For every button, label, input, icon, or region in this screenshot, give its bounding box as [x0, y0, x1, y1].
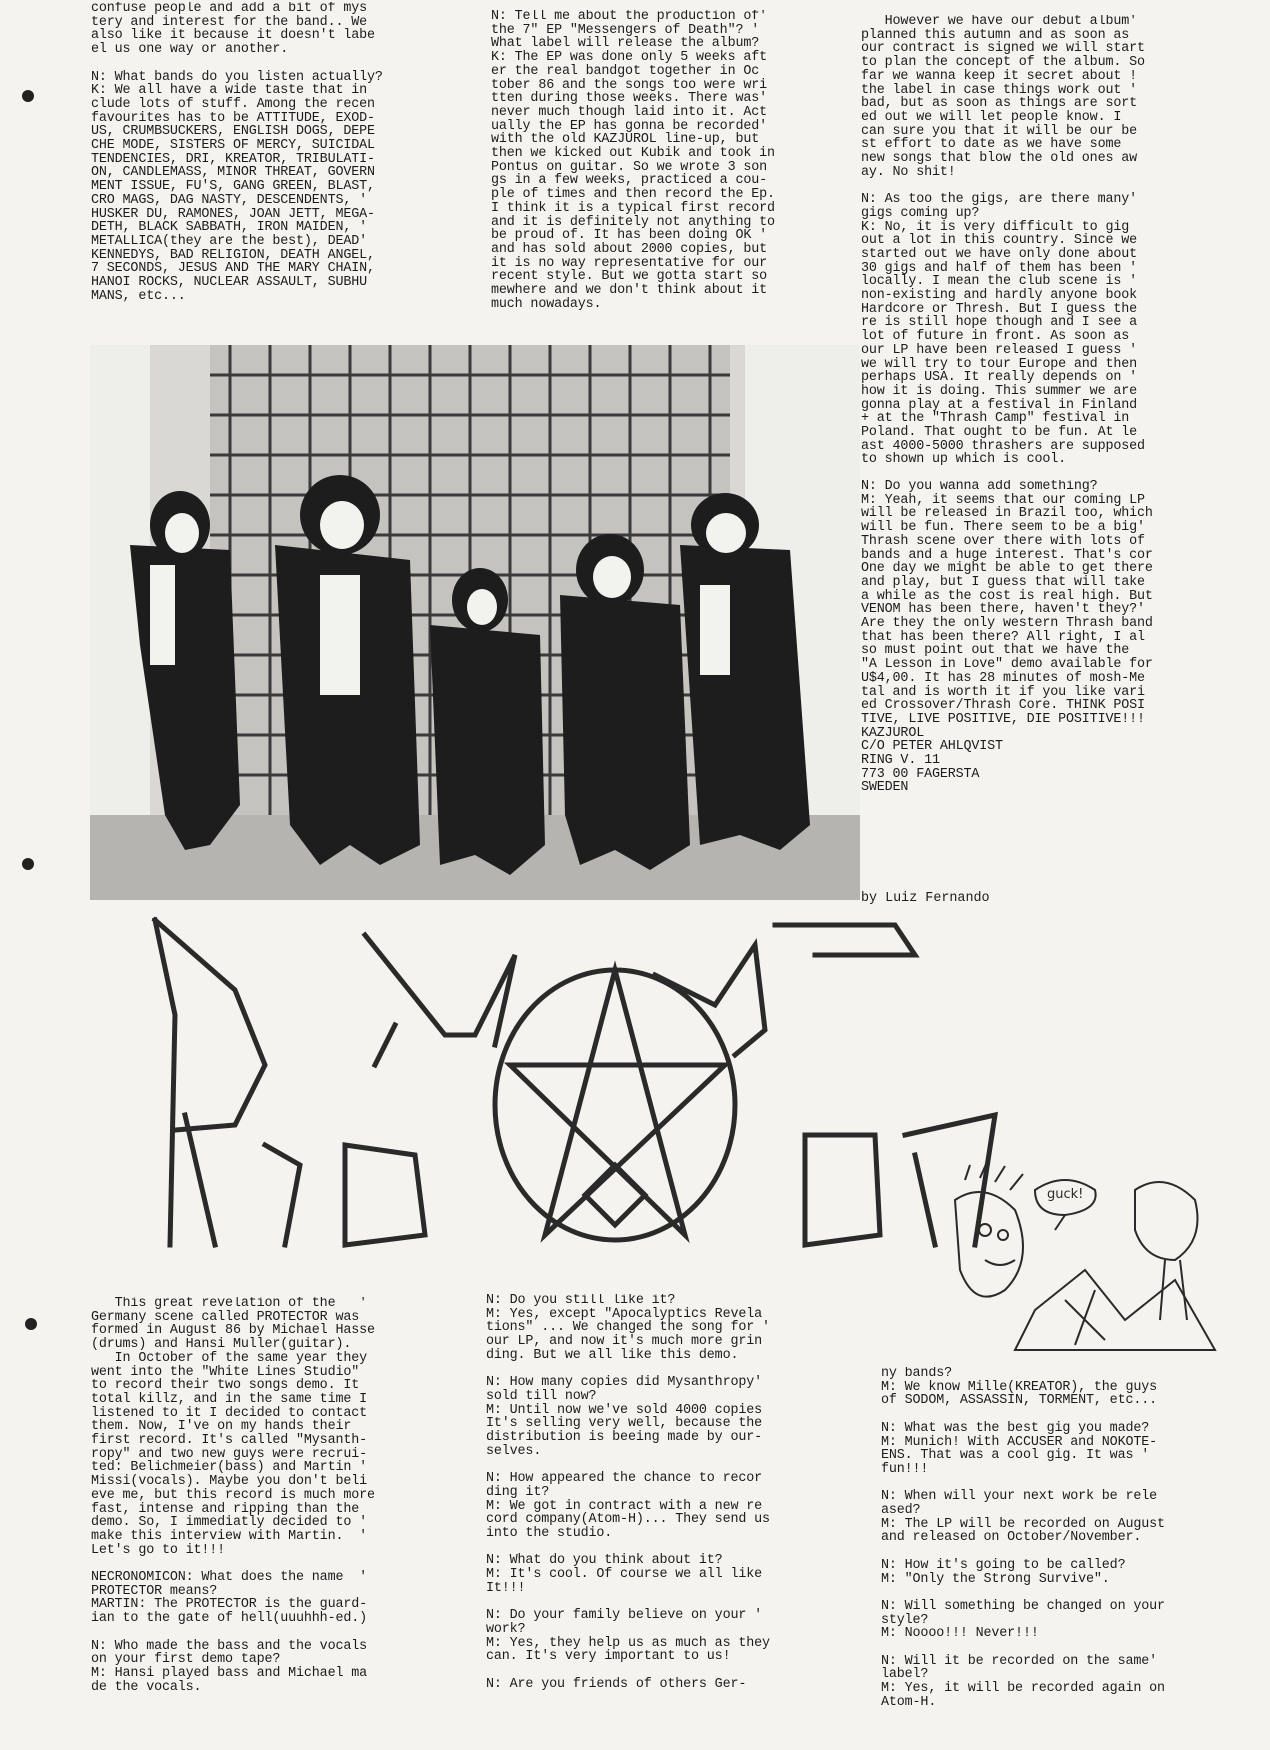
text-line: N: Will it be recorded on the same': [881, 1653, 1157, 1669]
text-line: N: How appeared the chance to recor: [486, 1471, 762, 1487]
text-line: M: It's cool. Of course we all like: [486, 1567, 762, 1583]
text-line: I think it is a typical first record: [491, 200, 775, 216]
text-line: demo. So, I immediatly decided to ': [91, 1515, 367, 1531]
text-line: TIVE, LIVE POSITIVE, DIE POSITIVE!!!: [861, 711, 1145, 727]
text-line: C/O PETER AHLQVIST: [861, 739, 1003, 755]
text-line: our LP have been released I guess ': [861, 342, 1137, 358]
text-line: M: The LP will be recorded on August: [881, 1516, 1165, 1532]
text-line: bad, but as soon as things are sort: [861, 96, 1137, 112]
text-line: er the real bandgot together in Oc: [491, 63, 760, 79]
text-line: N: What was the best gig you made?: [881, 1420, 1150, 1436]
text-line: clude lots of stuff. Among the recen: [91, 96, 375, 112]
text-line: label?: [881, 1667, 929, 1683]
text-line: (drums) and Hansi Muller(guitar).: [91, 1337, 352, 1353]
text-line: planned this autumn and as soon as: [861, 27, 1130, 43]
text-column-bottom-middle: [486, 1294, 831, 1691]
text-column-top-middle: [491, 10, 841, 311]
text-line: can. It's very important to us!: [486, 1649, 731, 1665]
cartoon-sketch: [925, 1160, 1230, 1360]
text-line: Thrash scene over there with lots of: [861, 533, 1145, 549]
text-line: [881, 1408, 1231, 1422]
text-column-top-right: [861, 15, 1211, 467]
protector-logo: [115, 915, 1035, 1255]
text-line: gigs coming up?: [861, 205, 980, 221]
text-line: to shown up which is cool.: [861, 452, 1067, 468]
text-line: M: We got in contract with a new re: [486, 1498, 762, 1514]
text-line: will be fun. There seem to be a big': [861, 520, 1145, 536]
text-line: [881, 1586, 1231, 1600]
text-line: N: Will something be changed on your: [881, 1598, 1165, 1614]
text-line: M: Yes, it will be recorded again on: [881, 1681, 1165, 1697]
text-line: our LP, and now it's much more grin: [486, 1334, 762, 1350]
punch-hole: [25, 1318, 37, 1330]
text-line: fast, intense and ripping than the: [91, 1501, 360, 1517]
text-line: [881, 1545, 1231, 1559]
text-line: non-existing and hardly anyone book: [861, 288, 1137, 304]
text-line: tions" ... We changed the song for ': [486, 1320, 770, 1336]
text-line: N: Tell me about the production of': [491, 10, 767, 24]
text-line: N: Who made the bass and the vocals: [91, 1638, 367, 1654]
text-line: N: How many copies did Mysanthropy': [486, 1375, 762, 1391]
text-column-bottom-left: [91, 1297, 436, 1694]
text-line: [486, 1458, 831, 1472]
text-line: a while as the cost is real high. But: [861, 588, 1153, 604]
text-line: how it is doing. This summer we are: [861, 383, 1137, 399]
text-line: One day we might be able to get there: [861, 561, 1153, 577]
text-line: tal and is worth it if you like vari: [861, 684, 1145, 700]
text-line: the label in case things work out ': [861, 82, 1137, 98]
text-line: 773 00 FAGERSTA: [861, 766, 980, 782]
text-line: N: What do you think about it?: [486, 1553, 723, 1569]
text-line: re is still hope though and I see a: [861, 315, 1137, 331]
text-line: 30 gigs and half of them has been ': [861, 260, 1137, 276]
text-line: N: What bands do you listen actually?: [91, 69, 383, 85]
text-line: What label will release the album?: [491, 36, 760, 52]
text-line: ed out we will let people know. I: [861, 109, 1122, 125]
text-line: This great revelation of the ': [91, 1297, 367, 1311]
text-line: never much though laid into it. Act: [491, 104, 767, 120]
text-line: In October of the same year they: [91, 1350, 367, 1366]
text-line: recent style. But we gotta start so: [491, 269, 767, 285]
text-line: into the studio.: [486, 1525, 613, 1541]
text-line: Germany scene called PROTECTOR was: [91, 1309, 360, 1325]
band-photo-illustration: [90, 345, 860, 900]
text-line: lot of future in front. As soon as: [861, 329, 1130, 345]
text-line: and play, but I guess that will take: [861, 574, 1145, 590]
text-line: we will try to tour Europe and then: [861, 356, 1137, 372]
text-line: much nowadays.: [491, 296, 602, 312]
text-line: far we wanna keep it secret about !: [861, 68, 1137, 84]
text-line: work?: [486, 1621, 526, 1637]
cartoon-drawing: [925, 1160, 1230, 1360]
text-column-top-left: [91, 2, 441, 303]
text-line: cord company(Atom-H)... They send us: [486, 1512, 770, 1528]
text-line: style?: [881, 1612, 929, 1628]
text-line: el us one way or another.: [91, 42, 289, 58]
text-line: confuse people and add a bit of mys: [91, 2, 367, 16]
text-line: distribution is beeing made by our-: [486, 1430, 762, 1446]
text-line: M: Yeah, it seems that our coming LP: [861, 492, 1145, 508]
text-line: ding it?: [486, 1484, 550, 1500]
text-line: [486, 1664, 831, 1678]
text-line: selves.: [486, 1443, 542, 1459]
text-line: with the old KAZJUROL line-up, but: [491, 132, 760, 148]
text-line: U$4,00. It has 28 minutes of mosh-Me: [861, 670, 1145, 686]
text-line: KAZJUROL: [861, 725, 925, 741]
text-line: M: Until now we've sold 4000 copies: [486, 1402, 762, 1418]
text-line: and released on October/November.: [881, 1530, 1142, 1546]
text-line: N: Are you friends of others Ger-: [486, 1676, 747, 1692]
text-line: RING V. 11: [861, 753, 940, 769]
text-line: ding. But we all like this demo.: [486, 1347, 739, 1363]
band-photo: [90, 345, 860, 900]
text-line: TENDENCIES, DRI, KREATOR, TRIBULATI-: [91, 151, 375, 167]
text-line: of SODOM, ASSASSIN, TORMENT, etc...: [881, 1393, 1157, 1409]
text-line: also like it because it doesn't labe: [91, 28, 375, 44]
text-line: ON, CANDLEMASS, MINOR THREAT, GOVERN: [91, 165, 375, 181]
text-line: mewhere and we don't think about it: [491, 283, 767, 299]
protector-logo-artwork: [115, 915, 1035, 1255]
text-line: eve me, but this record is much more: [91, 1487, 375, 1503]
text-line: M: "Only the Strong Survive".: [881, 1571, 1110, 1587]
text-line: them. Now, I've on my hands their: [91, 1419, 352, 1435]
text-line: de the vocals.: [91, 1679, 202, 1695]
text-line: went into the "White Lines Studio": [91, 1364, 360, 1380]
text-line: the 7" EP "Messengers of Death"? ': [491, 22, 760, 38]
text-line: ast 4000-5000 thrashers are supposed: [861, 438, 1145, 454]
text-line: N: Do your family believe on your ': [486, 1608, 762, 1624]
text-line: make this interview with Martin. ': [91, 1528, 367, 1544]
text-line: to record their two songs demo. It: [91, 1378, 360, 1394]
text-line: Atom-H.: [881, 1694, 937, 1710]
text-line: [91, 1626, 436, 1640]
text-line: Let's go to it!!!: [91, 1542, 226, 1558]
text-line: [91, 57, 441, 71]
text-line: so must point out that we have the: [861, 643, 1130, 659]
text-line: Poland. That ought to be fun. At le: [861, 425, 1137, 441]
text-line: new songs that blow the old ones aw: [861, 151, 1137, 167]
text-line: tober 86 and the songs too were wri: [491, 77, 767, 93]
text-line: ny bands?: [881, 1367, 952, 1381]
text-line: It!!!: [486, 1580, 526, 1596]
text-line: HUSKER DU, RAMONES, JOAN JETT, MEGA-: [91, 206, 375, 222]
text-line: tery and interest for the band.. We: [91, 14, 367, 30]
text-line: favourites has to be ATTITUDE, EXOD-: [91, 110, 375, 126]
text-line: tten during those weeks. There was': [491, 91, 767, 107]
text-line: ually the EP has gonna be recorded': [491, 118, 767, 134]
text-line: ased?: [881, 1503, 921, 1518]
text-line: perhaps USA. It really depends on ': [861, 370, 1137, 386]
text-line: M: Yes, they help us as much as they: [486, 1635, 770, 1651]
punch-hole: [22, 858, 34, 870]
text-line: gs in a few weeks, practiced a cou-: [491, 173, 767, 189]
text-line: N: When will your next work be rele: [881, 1489, 1157, 1505]
text-line: on your first demo tape?: [91, 1652, 281, 1668]
text-line: started out we have only done about: [861, 246, 1137, 262]
text-line: bands and a huge interest. That's cor: [861, 547, 1153, 563]
text-column-right-lower: [861, 480, 1221, 795]
text-line: [881, 1641, 1231, 1655]
text-line: be proud of. It has been doing OK ': [491, 228, 767, 244]
text-line: fun!!!: [881, 1461, 929, 1477]
text-line: gonna play at a festival in Finland: [861, 397, 1137, 413]
text-line: [91, 1557, 436, 1571]
text-line: VENOM has been there, haven't they?': [861, 602, 1145, 618]
text-line: [881, 1477, 1231, 1491]
text-line: M: Noooo!!! Never!!!: [881, 1626, 1039, 1642]
text-line: CRO MAGS, DAG NASTY, DESCENDENTS, ': [91, 192, 367, 208]
text-line: M: Yes, except "Apocalyptics Revela: [486, 1306, 762, 1322]
text-line: METALLICA(they are the best), DEAD': [91, 233, 367, 249]
text-line: [486, 1363, 831, 1377]
text-line: MARTIN: The PROTECTOR is the guard-: [91, 1597, 367, 1613]
text-line: sold till now?: [486, 1388, 597, 1404]
text-line: PROTECTOR means?: [91, 1583, 218, 1599]
text-line: [486, 1595, 831, 1609]
text-line: ple of times and then record the Ep.: [491, 187, 775, 203]
text-line: ay. No shit!: [861, 164, 956, 180]
text-line: total killz, and in the same time I: [91, 1391, 367, 1407]
text-line: and it is definitely not anything to: [491, 214, 775, 230]
text-line: formed in August 86 by Michael Hasse: [91, 1323, 375, 1339]
text-line: [861, 179, 1211, 193]
text-line: ropy" and two new guys were recrui-: [91, 1446, 367, 1462]
text-line: [486, 1541, 831, 1555]
text-line: US, CRUMBSUCKERS, ENGLISH DOGS, DEPE: [91, 124, 375, 140]
text-line: Are they the only western Thrash band: [861, 616, 1153, 632]
text-line: ENS. That was a cool gig. It was ': [881, 1448, 1150, 1464]
text-line: MANS, etc...: [91, 288, 186, 304]
text-line: will be released in Brazil too, which: [861, 506, 1153, 522]
text-line: K: No, it is very difficult to gig: [861, 219, 1130, 235]
text-line: first record. It's called "Mysanth-: [91, 1433, 367, 1449]
text-line: K: We all have a wide taste that in: [91, 83, 367, 99]
text-line: locally. I mean the club scene is ': [861, 274, 1137, 290]
text-line: Missi(vocals). Maybe you don't beli: [91, 1474, 367, 1490]
text-line: KENNEDYS, BAD RELIGION, DEATH ANGEL,: [91, 247, 375, 263]
text-line: HANOI ROCKS, NUCLEAR ASSAULT, SUBHU: [91, 275, 367, 291]
text-line: + at the "Thrash Camp" festival in: [861, 411, 1130, 427]
text-line: K: The EP was done only 5 weeks aft: [491, 50, 767, 66]
text-line: Pontus on guitar. So we wrote 3 son: [491, 159, 767, 175]
punch-hole: [22, 90, 34, 102]
text-line: and has sold about 2000 copies, but: [491, 241, 767, 257]
text-line: Hardcore or Thresh. But I guess the: [861, 301, 1137, 317]
text-line: MENT ISSUE, FU'S, GANG GREEN, BLAST,: [91, 179, 375, 195]
text-line: our contract is signed we will start: [861, 41, 1145, 57]
text-line: to plan the concept of the album. So: [861, 55, 1145, 71]
text-line: can sure you that it will be our be: [861, 123, 1137, 139]
text-line: N: Do you wanna add something?: [861, 480, 1098, 494]
text-line: M: Munich! With ACCUSER and NOKOTE-: [881, 1434, 1157, 1450]
text-line: then we kicked out Kubik and took in: [491, 146, 775, 162]
text-line: ed Crossover/Thrash Core. THINK POSI: [861, 698, 1145, 714]
text-line: M: Hansi played bass and Michael ma: [91, 1665, 367, 1681]
text-line: 7 SECONDS, JESUS AND THE MARY CHAIN,: [91, 261, 375, 277]
text-line: SWEDEN: [861, 780, 909, 796]
text-line: listened to it I decided to contact: [91, 1405, 367, 1421]
text-line: that has been there? All right, I al: [861, 629, 1145, 645]
author-credit: by Luiz Fernando: [861, 891, 990, 906]
text-line: N: Do you still like it?: [486, 1294, 676, 1308]
text-line: it is no way representative for our: [491, 255, 767, 271]
text-line: N: How it's going to be called?: [881, 1557, 1126, 1573]
text-line: DETH, BLACK SABBATH, IRON MAIDEN, ': [91, 220, 367, 236]
text-line: "A Lesson in Love" demo available for: [861, 657, 1153, 673]
text-line: However we have our debut album': [861, 15, 1137, 29]
text-line: st effort to date as we have some: [861, 137, 1122, 153]
text-line: out a lot in this country. Since we: [861, 233, 1137, 249]
text-line: M: We know Mille(KREATOR), the guys: [881, 1379, 1157, 1395]
text-line: It's selling very well, because the: [486, 1416, 762, 1432]
text-column-bottom-right: [881, 1367, 1231, 1710]
text-line: NECRONOMICON: What does the name ': [91, 1570, 367, 1586]
text-line: ted: Belichmeier(bass) and Martin ': [91, 1460, 367, 1476]
text-line: CHE MODE, SISTERS OF MERCY, SUICIDAL: [91, 138, 375, 154]
text-line: N: As too the gigs, are there many': [861, 192, 1137, 208]
cartoon-speech-text: guck!: [1047, 1187, 1084, 1202]
text-line: ian to the gate of hell(uuuhhh-ed.): [91, 1611, 367, 1627]
